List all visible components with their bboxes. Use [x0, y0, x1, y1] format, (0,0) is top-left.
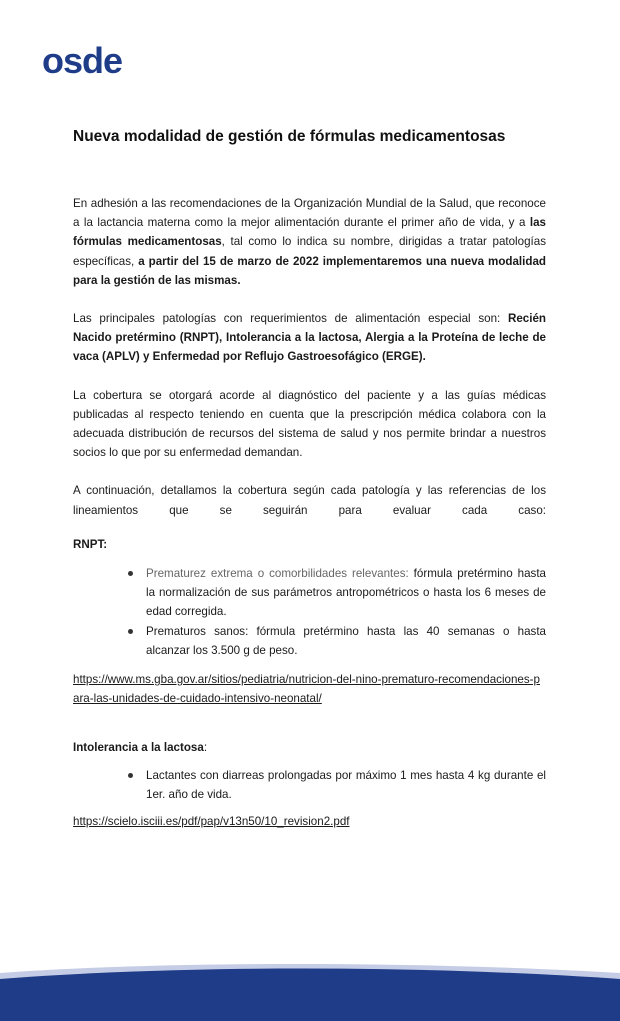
rnpt-reference-link[interactable]: https://www.ms.gba.gov.ar/sitios/pediatria/nutricion-del-nino-prematuro-recomendaciones-para-las-unidades-de-cuidado-intensivo-neonatal/	[73, 673, 540, 706]
document-body	[73, 194, 546, 831]
section-heading-lactose: Intolerancia a la lactosa:	[73, 741, 208, 755]
paragraph-pathologies: Las principales patologías con requerimientos de alimentación especial son: Recién Nacido pretérmino (RNPT), Intolerancia a la lactosa, Alergia a la Proteína de leche de vaca (APLV) y Enfermedad por Reflujo Gastroesofágico (ERGE).	[73, 312, 546, 364]
section-heading-rnpt: RNPT:	[73, 537, 108, 551]
lactose-reference-link[interactable]: https://scielo.isciii.es/pdf/pap/v13n50/10_revision2.pdf	[73, 815, 350, 829]
osde-logo	[42, 40, 138, 84]
list-item: Lactantes con diarreas prolongadas por máximo 1 mes hasta 4 kg durante el 1er. año de vida.	[146, 766, 546, 804]
rnpt-list	[73, 564, 546, 660]
list-item: Prematuros sanos: fórmula pretérmino hasta las 40 semanas o hasta alcanzar los 3.500 g de peso.	[146, 622, 546, 660]
logo-text: osde	[42, 40, 123, 81]
paragraph-coverage: La cobertura se otorgará acorde al diagnóstico del paciente y a las guías médicas publicadas al respecto teniendo en cuenta que la prescripción médica colabora con la adecuada distribución de recursos del sistema de salud y nos permite brindar a nuestros socios lo que por su enfermedad demandan.	[73, 388, 546, 460]
paragraph-intro: En adhesión a las recomendaciones de la Organización Mundial de la Salud, que reconoce a la lactancia materna como la mejor alimentación durante el primer año de vida, y a las fórmulas medicamentosas, tal como lo indica su nombre, dirigidas a tratar patologías específicas, a partir del 15 de marzo de 2022 implementaremos una nueva modalidad para la gestión de las mismas.	[73, 197, 546, 287]
page-title: Nueva modalidad de gestión de fórmulas medicamentosas	[73, 128, 506, 145]
paragraph-detail: A continuación, detallamos la cobertura según cada patología y las referencias de los lineamientos que se seguirán para evaluar cada caso:	[73, 484, 546, 517]
footer-wave	[0, 951, 620, 1021]
lactose-list	[73, 766, 546, 804]
list-item: Prematurez extrema o comorbilidades relevantes: fórmula pretérmino hasta la normalización de sus parámetros antropométricos o hasta los 6 meses de edad corregida.	[146, 564, 546, 622]
